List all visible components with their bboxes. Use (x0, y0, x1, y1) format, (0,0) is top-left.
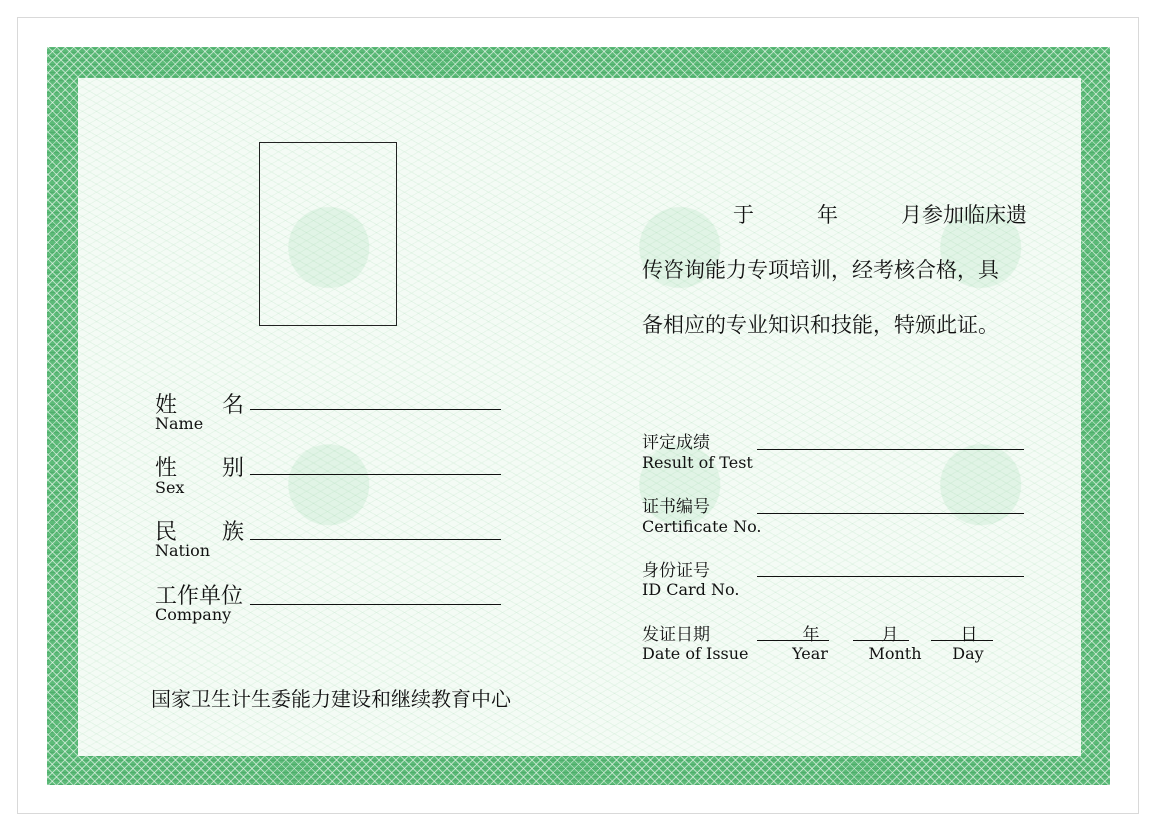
company-label-en: Company (155, 605, 232, 624)
result-field-line[interactable] (757, 449, 1024, 450)
issue-date-label-cn: 发证日期 (642, 625, 710, 645)
nation-field-line[interactable] (250, 539, 501, 540)
month-field-line[interactable] (853, 640, 909, 641)
certificate-no-label-cn: 证书编号 (642, 497, 710, 517)
name-label-cn-1: 姓 (155, 393, 178, 418)
name-label-en: Name (155, 414, 204, 433)
photo-placeholder (259, 142, 397, 326)
nation-label-cn-2: 族 (222, 520, 245, 545)
statement-yu: 于 (733, 203, 754, 227)
sex-label-cn-2: 别 (222, 456, 245, 481)
year-unit-en: Year (792, 644, 828, 663)
sex-label-cn-1: 性 (155, 456, 178, 481)
company-field-line[interactable] (250, 604, 501, 605)
sex-label-en: Sex (155, 478, 185, 497)
nation-label-cn-1: 民 (155, 520, 178, 545)
day-unit-cn: 日 (960, 625, 978, 645)
month-unit-en: Month (868, 644, 922, 663)
issuer-name: 国家卫生计生委能力建设和继续教育中心 (151, 687, 511, 711)
year-field-line[interactable] (757, 640, 829, 641)
name-label-cn-2: 名 (222, 393, 245, 418)
statement-line2: 传咨询能力专项培训，经考核合格，具 (642, 258, 999, 282)
certificate-no-field-line[interactable] (757, 513, 1024, 514)
id-card-label-cn: 身份证号 (642, 561, 710, 581)
id-card-label-en: ID Card No. (642, 580, 740, 599)
result-label-cn: 评定成绩 (642, 433, 710, 453)
id-card-field-line[interactable] (757, 576, 1024, 577)
result-label-en: Result of Test (642, 453, 753, 472)
statement-nian: 年 (817, 203, 838, 227)
nation-label-en: Nation (155, 541, 211, 560)
company-label-cn: 工作单位 (155, 584, 244, 609)
day-field-line[interactable] (931, 640, 993, 641)
day-unit-en: Day (952, 644, 984, 663)
year-unit-cn: 年 (802, 625, 820, 645)
statement-line1-tail: 月参加临床遗 (901, 203, 1027, 227)
sex-field-line[interactable] (250, 474, 501, 475)
certificate-no-label-en: Certificate No. (642, 517, 762, 536)
month-unit-cn: 月 (881, 625, 899, 645)
statement-line3: 备相应的专业知识和技能，特颁此证。 (642, 313, 999, 337)
name-field-line[interactable] (250, 409, 501, 410)
issue-date-label-en: Date of Issue (642, 644, 749, 663)
